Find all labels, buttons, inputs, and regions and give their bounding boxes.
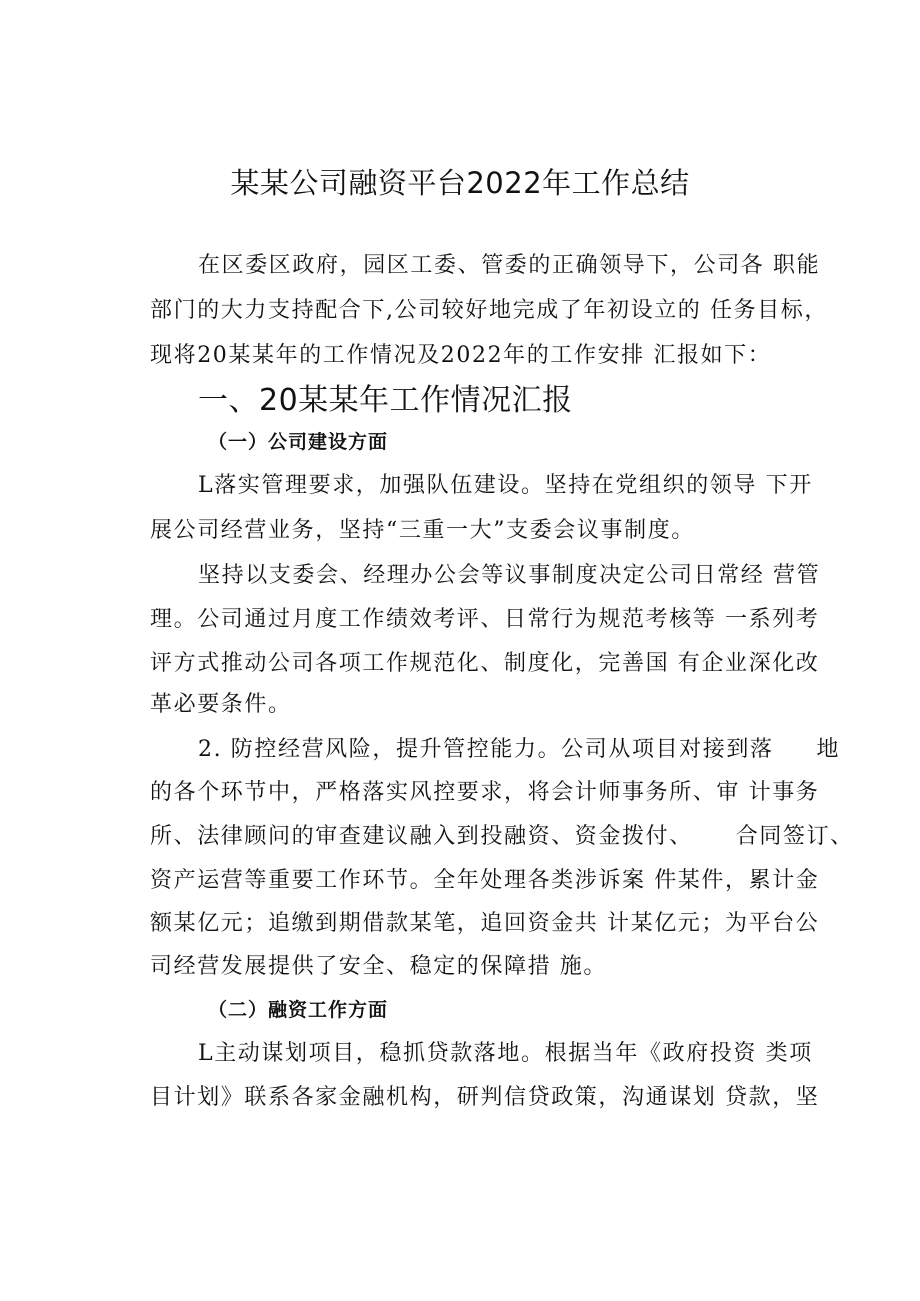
intro-line-1: 在区委区政府，园区工委、管委的正确领导下，公司各 职能 [198,253,821,278]
subsection-heading-1: （一）公司建设方面 [208,431,389,453]
paragraph-line: 额某亿元；追缴到期借款某笔，追回资金共 计某亿元；为平台公 [150,911,820,936]
paragraph-line: 坚持以支委会、经理办公会等议事制度决定公司日常经 营管 [198,563,821,588]
document-title: 某某公司融资平台2022年工作总结 [230,166,690,200]
paragraph-line: L落实管理要求，加强队伍建设。坚持在党组织的领导 下开 [198,473,813,498]
subsection-heading-2: （二）融资工作方面 [208,999,389,1021]
intro-line-2: 部门的大力支持配合下,公司较好地完成了年初设立的 任务目标， [150,298,828,323]
paragraph-line: L主动谋划项目，稳抓贷款落地。根据当年《政府投资 类项 [198,1041,813,1066]
section-heading-1: 一、20某某年工作情况汇报 [198,383,573,418]
paragraph-line: 评方式推动公司各项工作规范化、制度化，完善国 有企业深化改 [150,651,820,676]
intro-line-3: 现将20某某年的工作情况及2022年的工作安排 汇报如下： [150,343,772,368]
paragraph-line: 2. 防控经营风险，提升管控能力。公司从项目对接到落 地 [198,737,841,762]
paragraph-line: 资产运营等重要工作环节。全年处理各类涉诉案 件某件，累计金 [150,868,820,893]
paragraph-line: 的各个环节中，严格落实风控要求，将会计师事务所、审 计事务 [150,780,820,805]
paragraph-line: 司经营发展提供了安全、稳定的保障措 施。 [150,954,607,979]
paragraph-line: 展公司经营业务，坚持“三重一大”支委会议事制度。 [150,518,695,543]
paragraph-line: 革必要条件。 [150,692,292,717]
paragraph-line: 所、法律顾问的审查建议融入到投融资、资金拨付、 合同签订、 [150,824,854,849]
paragraph-line: 理。公司通过月度工作绩效考评、日常行为规范考核等 一系列考 [150,607,820,632]
paragraph-line: 目计划》联系各家金融机构，研判信贷政策，沟通谋划 贷款，坚 [150,1085,820,1110]
